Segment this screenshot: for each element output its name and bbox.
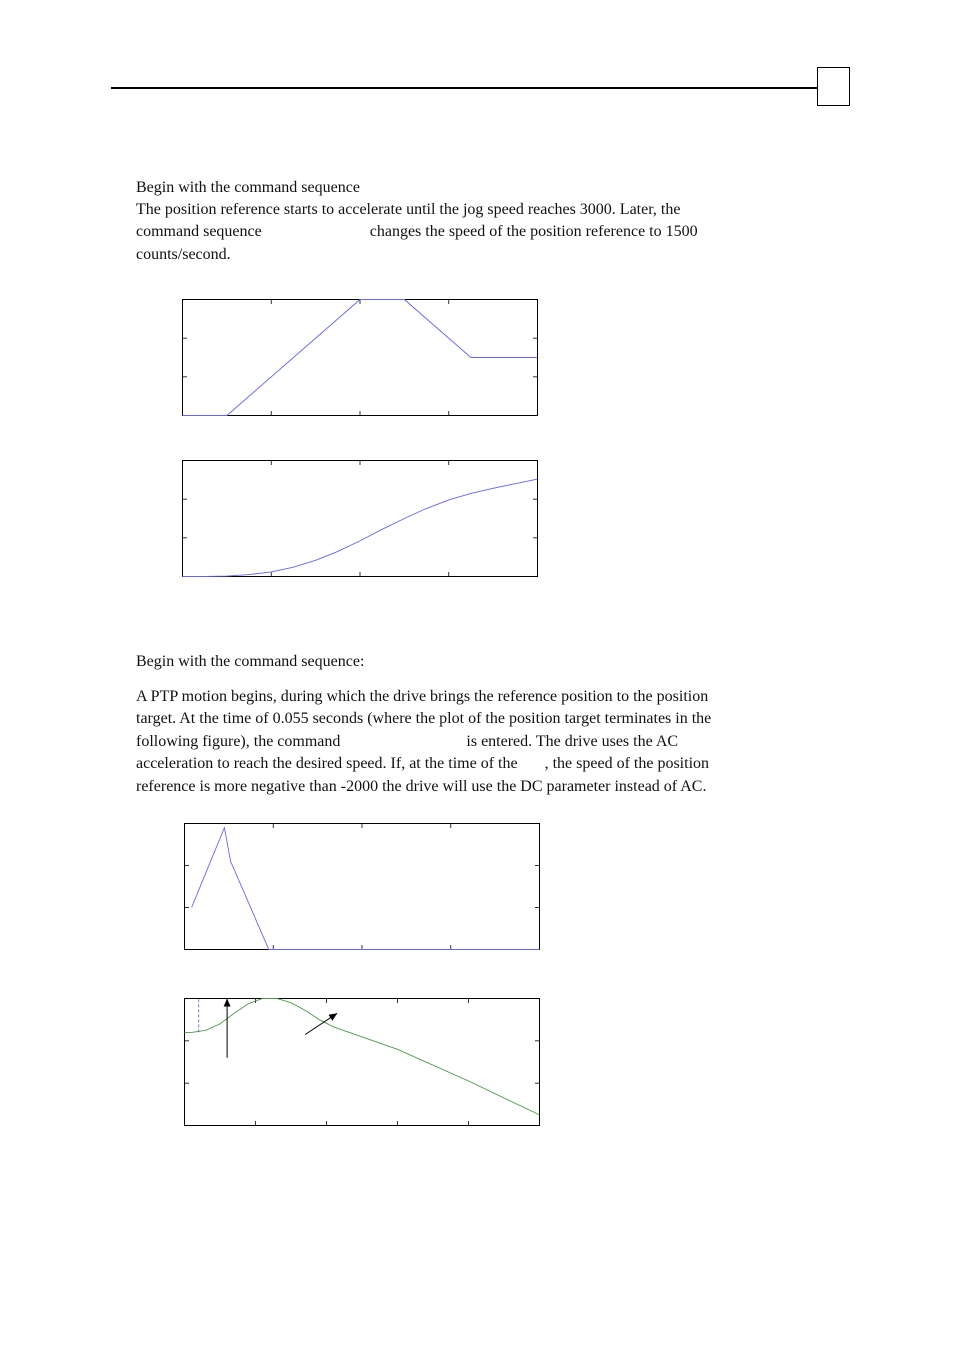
- section1-line2b: changes the speed of the position reference to 1500: [369, 223, 698, 241]
- series-line: [183, 300, 538, 416]
- section1-line2a: command sequence: [136, 223, 262, 241]
- figure-2-speed-plot: [184, 823, 540, 950]
- section2-paragraph: [136, 686, 836, 798]
- series-line: [192, 828, 540, 950]
- section2-line3a: following figure), the command: [136, 732, 341, 750]
- section2-line4a: acceleration to reach the desired speed. If, at the time of the: [136, 755, 518, 773]
- section2-intro: Begin with the command sequence:: [136, 653, 365, 670]
- figure-1-position-plot: [182, 460, 538, 577]
- figure-2-position-plot: [184, 998, 540, 1126]
- annotation-arrow-head: [224, 999, 231, 1007]
- annotation-arrow-head: [329, 1013, 338, 1020]
- section2-line5: reference is more negative than -2000 the drive will use the DC parameter instead of AC.: [136, 777, 707, 795]
- figure-1-speed-plot: [182, 299, 538, 416]
- section1-line1: The position reference starts to accelerate until the jog speed reaches 3000. Later, the: [136, 201, 681, 218]
- section1-paragraph: [136, 199, 826, 266]
- section2-line4b: , the speed of the position: [544, 755, 710, 773]
- series-line: [183, 479, 538, 576]
- page-number-box: [817, 67, 850, 106]
- section2-line2: target. At the time of 0.055 seconds (where the plot of the position target terminates in the: [136, 710, 712, 728]
- header-rule: [111, 87, 817, 89]
- plot-frame: [183, 461, 538, 577]
- section1-intro: Begin with the command sequence: [136, 179, 360, 196]
- section2-line3b: is entered. The drive uses the AC: [466, 732, 679, 750]
- section1-line3: counts/second.: [136, 245, 231, 263]
- plot-frame: [185, 999, 540, 1126]
- section2-line1: A PTP motion begins, during which the drive brings the reference position to the position: [136, 688, 709, 705]
- series-line: [185, 999, 540, 1115]
- plot-frame: [185, 824, 540, 950]
